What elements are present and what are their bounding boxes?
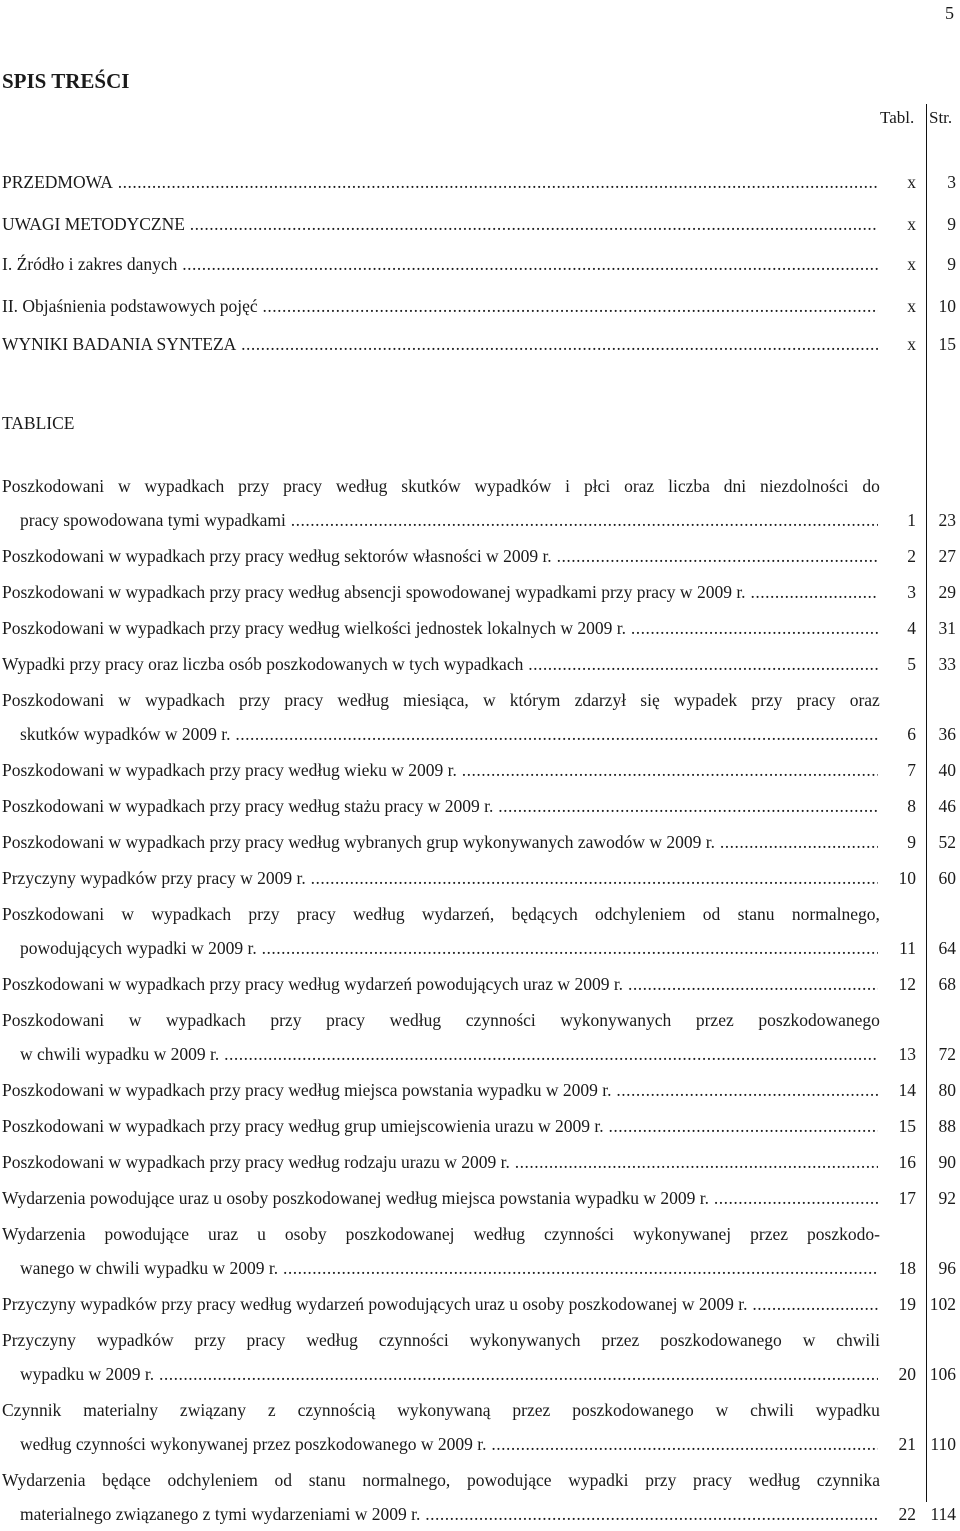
- toc-entry-text: Przyczyny wypadków przy pracy w 2009 r. .....: [2, 868, 878, 888]
- page-ref: 96: [938, 1258, 956, 1278]
- table-number: 9: [907, 832, 916, 852]
- toc-entry-text: Wydarzenia powodujące uraz u osoby poszkodowanej według czynności wykonywanej przez poszkodo-: [2, 1224, 880, 1244]
- toc-entry-text: w chwili wypadku w 2009 r. .....: [20, 1044, 878, 1064]
- toc-entry-text: Poszkodowani w wypadkach przy pracy według wielkości jednostek lokalnych w 2009 r. .....: [2, 618, 878, 638]
- page-ref: 31: [938, 618, 956, 638]
- table-number: 1: [907, 510, 916, 530]
- table-number: 13: [898, 1044, 916, 1064]
- toc-entry-text: Poszkodowani w wypadkach przy pracy według grup umiejscowienia urazu w 2009 r. .....: [2, 1116, 878, 1136]
- page-number: 5: [945, 3, 954, 23]
- toc-entry-text: Czynnik materialny związany z czynnością wykonywaną przez poszkodowanego w chwili wypadku: [2, 1400, 880, 1420]
- toc-entry-text: Poszkodowani w wypadkach przy pracy według wybranych grup wykonywanych zawodów w 2009 r. .....: [2, 832, 878, 852]
- toc-entry-text: skutków wypadków w 2009 r. .....: [20, 724, 878, 744]
- table-number: 6: [907, 724, 916, 744]
- page-ref: 92: [938, 1188, 956, 1208]
- toc-entry-text: Przyczyny wypadków przy pracy według czynności wykonywanych przez poszkodowanego w chwili: [2, 1330, 880, 1350]
- toc-entry-text: Poszkodowani w wypadkach przy pracy według absencji spowodowanej wypadkami przy pracy w 2009 r. .....: [2, 582, 878, 602]
- column-header-tabl: Tabl.: [880, 108, 915, 127]
- page-ref: 90: [938, 1152, 956, 1172]
- toc-entry-text: Poszkodowani w wypadkach przy pracy według rodzaju urazu w 2009 r. .....: [2, 1152, 878, 1172]
- page-ref: 64: [938, 938, 956, 958]
- toc-entry-text: Poszkodowani w wypadkach przy pracy według skutków wypadków i płci oraz liczba dni niezdolności do: [2, 476, 880, 496]
- table-number: 17: [898, 1188, 916, 1208]
- table-number: 3: [907, 582, 916, 602]
- toc-entry-text: pracy spowodowana tymi wypadkami .....: [20, 510, 878, 530]
- table-number: 2: [907, 546, 916, 566]
- toc-entry-text: Poszkodowani w wypadkach przy pracy według miesiąca, w którym zdarzył się wypadek przy pracy oraz: [2, 690, 880, 710]
- toc-entry-text: Poszkodowani w wypadkach przy pracy według miejsca powstania wypadku w 2009 r. .....: [2, 1080, 878, 1100]
- toc-entry-text: PRZEDMOWA .....: [2, 172, 878, 192]
- page-ref: 80: [938, 1080, 956, 1100]
- page-ref: 10: [938, 296, 956, 316]
- table-number: 5: [907, 654, 916, 674]
- page-ref: 27: [938, 546, 956, 566]
- page-ref: 102: [929, 1294, 956, 1314]
- table-number: x: [907, 172, 916, 192]
- toc-entry-text: powodujących wypadki w 2009 r. .....: [20, 938, 878, 958]
- page-ref: 23: [938, 510, 956, 530]
- page-ref: 40: [938, 760, 956, 780]
- toc-entry-text: wanego w chwili wypadku w 2009 r. .....: [20, 1258, 878, 1278]
- toc-entry-text: Wydarzenia będące odchyleniem od stanu normalnego, powodujące wypadki przy pracy według czynnika: [2, 1470, 880, 1490]
- page-ref: 114: [930, 1504, 956, 1524]
- page-ref: 52: [938, 832, 956, 852]
- table-number: 15: [898, 1116, 916, 1136]
- page-ref: 15: [938, 334, 956, 354]
- table-number: 12: [898, 974, 916, 994]
- page-ref: 9: [947, 214, 956, 234]
- page-title: SPIS TREŚCI: [2, 69, 130, 93]
- table-number: x: [907, 254, 916, 274]
- page-ref: 3: [947, 172, 956, 192]
- page-ref: 110: [930, 1434, 956, 1454]
- table-number: 20: [898, 1364, 916, 1384]
- toc-entry-text: UWAGI METODYCZNE .....: [2, 214, 878, 234]
- page-ref: 88: [938, 1116, 956, 1136]
- toc-entry-text: materialnego związanego z tymi wydarzeniami w 2009 r. .....: [20, 1504, 878, 1524]
- toc-entry-text: według czynności wykonywanej przez poszkodowanego w 2009 r. .....: [20, 1434, 878, 1454]
- table-number: 22: [898, 1504, 916, 1524]
- toc-entry-text: Wypadki przy pracy oraz liczba osób poszkodowanych w tych wypadkach .....: [2, 654, 878, 674]
- toc-entry-text: Poszkodowani w wypadkach przy pracy według stażu pracy w 2009 r. .....: [2, 796, 878, 816]
- toc-entry-text: wypadku w 2009 r. .....: [20, 1364, 878, 1384]
- page-ref: 72: [938, 1044, 956, 1064]
- toc-entry-text: Poszkodowani w wypadkach przy pracy według czynności wykonywanych przez poszkodowanego: [2, 1010, 880, 1030]
- page-ref: 36: [938, 724, 956, 744]
- table-number: 11: [899, 938, 916, 958]
- page-ref: 29: [938, 582, 956, 602]
- toc-entry-text: Poszkodowani w wypadkach przy pracy według sektorów własności w 2009 r. .....: [2, 546, 878, 566]
- section-heading-tables: TABLICE: [2, 413, 75, 433]
- table-number: 7: [907, 760, 916, 780]
- toc-entry-text: Poszkodowani w wypadkach przy pracy według wydarzeń powodujących uraz w 2009 r. .....: [2, 974, 878, 994]
- table-number: 14: [898, 1080, 916, 1100]
- page-ref: 68: [938, 974, 956, 994]
- toc-entry-text: II. Objaśnienia podstawowych pojęć .....: [2, 296, 878, 316]
- toc-entry-text: I. Źródło i zakres danych .....: [2, 254, 878, 274]
- page-ref: 33: [938, 654, 956, 674]
- table-number: 18: [898, 1258, 916, 1278]
- toc-entry-text: Poszkodowani w wypadkach przy pracy według wieku w 2009 r. .....: [2, 760, 878, 780]
- page-ref: 46: [938, 796, 956, 816]
- toc-entry-text: Wydarzenia powodujące uraz u osoby poszkodowanej według miejsca powstania wypadku w 2009 r. .....: [2, 1188, 878, 1208]
- page-ref: 106: [929, 1364, 956, 1384]
- page-ref: 9: [947, 254, 956, 274]
- table-number: 19: [898, 1294, 916, 1314]
- table-number: 21: [898, 1434, 916, 1454]
- toc-entry-text: WYNIKI BADANIA SYNTEZA .....: [2, 334, 878, 354]
- table-number: x: [907, 296, 916, 316]
- column-header-str: Str.: [929, 108, 953, 127]
- table-number: 4: [907, 618, 916, 638]
- page-ref: 60: [938, 868, 956, 888]
- toc-entry-text: Przyczyny wypadków przy pracy według wydarzeń powodujących uraz u osoby poszkodowanej w 2009 r. .....: [2, 1294, 878, 1314]
- toc-entry-text: Poszkodowani w wypadkach przy pracy według wydarzeń, będących odchyleniem od stanu normalnego,: [2, 904, 880, 924]
- table-number: 16: [898, 1152, 916, 1172]
- table-number: 10: [898, 868, 916, 888]
- table-number: 8: [907, 796, 916, 816]
- table-number: x: [907, 334, 916, 354]
- table-number: x: [907, 214, 916, 234]
